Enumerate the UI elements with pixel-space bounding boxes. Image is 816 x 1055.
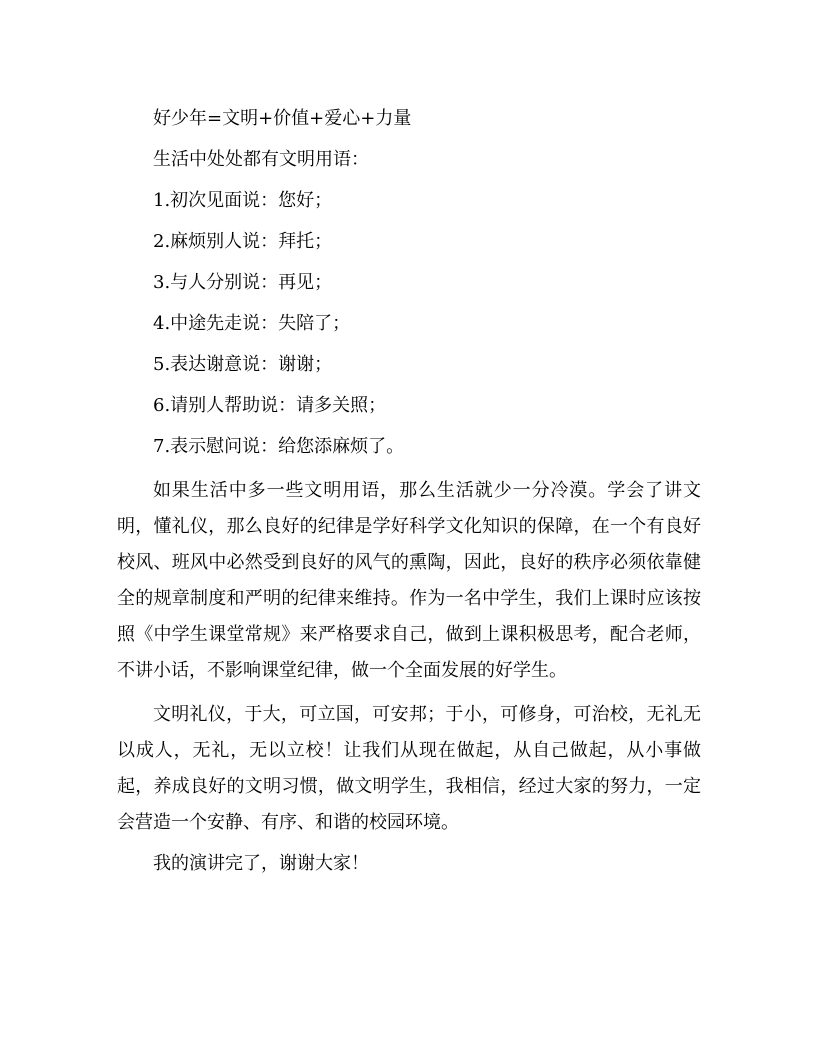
list-item: 1.初次见面说：您好； [153, 190, 333, 211]
list-item: 4.中途先走说：失陪了； [153, 313, 351, 334]
paragraph-1: 如果生活中多一些文明用语，那么生活就少一分冷漠。学会了讲文明，懂礼仪，那么良好的纪律是学好科学文化知识的保障，在一个有良好校风、班风中必然受到良好的风气的熏陶，因此，良好的秩序必须依靠健全的规章制度和严明的纪律来维持。作为一名中学生，我们上课时应该按照《中学生课堂常规》来严格要求自己，做到上课积极思考，配合老师，不讲小话，不影响课堂纪律，做一个全面发展的好学生。 [117, 480, 701, 681]
list-item: 3.与人分别说：再见； [153, 272, 333, 293]
list-item: 6.请别人帮助说：请多关照； [153, 395, 387, 416]
list-item: 2.麻烦别人说：拜托； [153, 231, 333, 252]
closing-line: 我的演讲完了，谢谢大家！ [153, 853, 369, 874]
title-line: 好少年=文明+价值+爱心+力量 [153, 108, 412, 129]
list-item: 5.表达谢意说：谢谢； [153, 354, 333, 375]
document-body [117, 104, 701, 890]
paragraph-2: 文明礼仪，于大，可立国，可安邦；于小，可修身，可治校，无礼无以成人，无礼，无以立校！让我们从现在做起，从自己做起，从小事做起，养成良好的文明习惯，做文明学生，我相信，经过大家的努力，一定会营造一个安静、有序、和谐的校园环境。 [117, 704, 701, 833]
list-item: 7.表示慰问说：给您添麻烦了。 [153, 436, 405, 457]
phrase-list [117, 186, 701, 462]
intro-line: 生活中处处都有文明用语： [153, 149, 369, 170]
